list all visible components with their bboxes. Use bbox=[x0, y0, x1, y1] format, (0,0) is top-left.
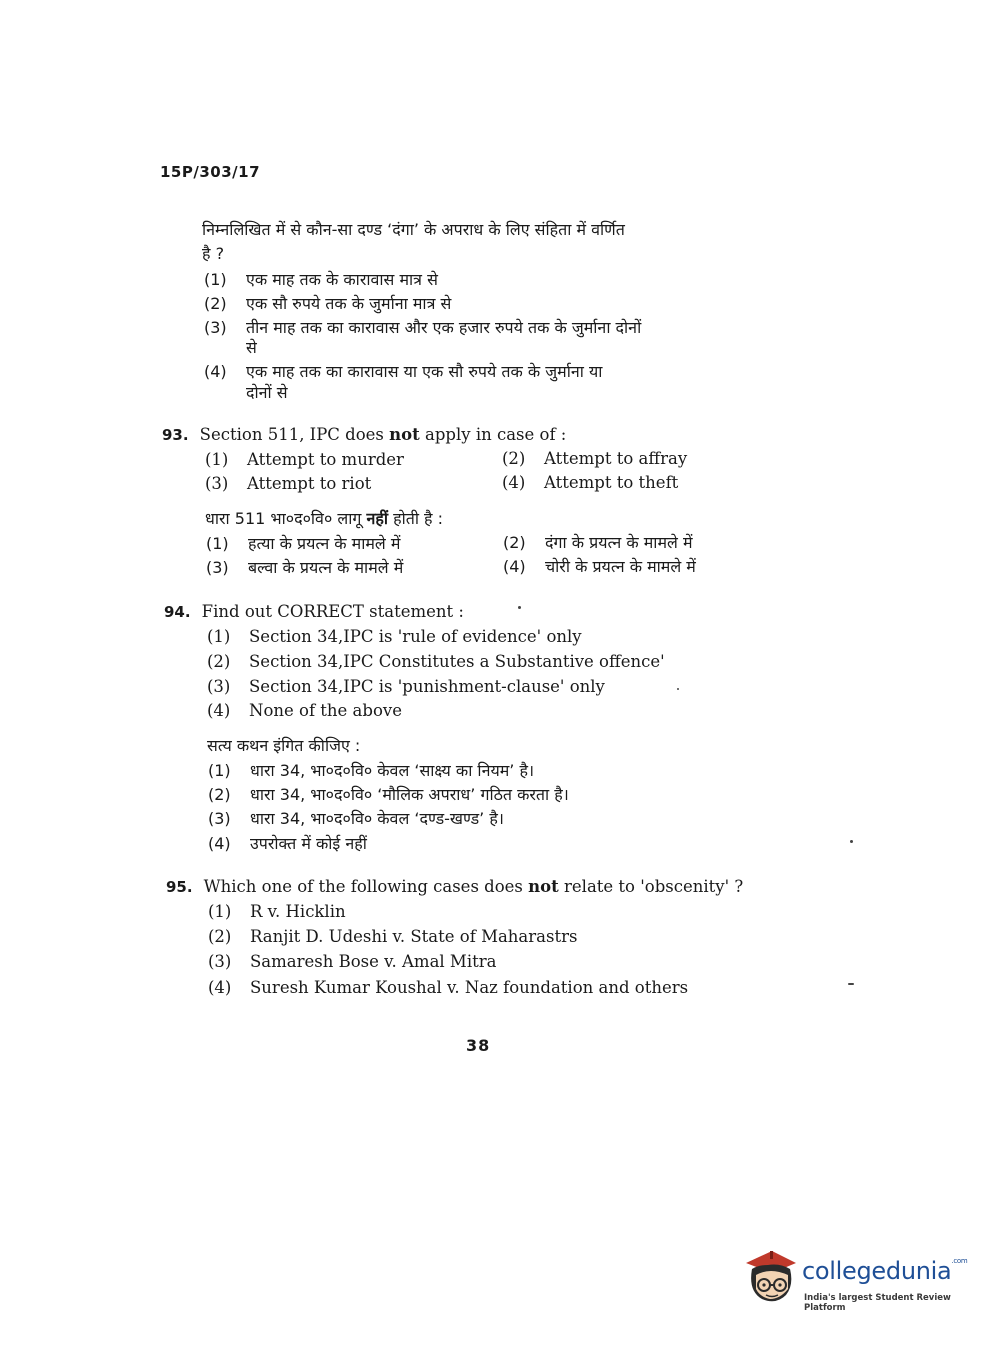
q93-hindi-option-1: (1) हत्या के प्रयत्न के मामले में bbox=[206, 534, 401, 553]
page-number: 38 bbox=[466, 1036, 491, 1055]
scan-speck bbox=[677, 688, 679, 690]
q92-option-2: (2) एक सौ रुपये तक के जुर्माना मात्र से bbox=[204, 294, 452, 313]
q93-question: 93. Section 511, IPC does not apply in case of : bbox=[162, 425, 567, 444]
q92-hindi-question-line2: है ? bbox=[202, 244, 225, 263]
logo-wordmark: collegedunia$^{.com}$ bbox=[802, 1257, 968, 1285]
collegedunia-logo[interactable] bbox=[740, 1245, 975, 1315]
q94-hindi-question: सत्य कथन इंगित कीजिए : bbox=[207, 736, 361, 755]
q94-hindi-option-2: (2) धारा 34, भा०द०वि० ‘मौलिक अपराध’ गठित करता है। bbox=[208, 785, 569, 804]
q94-option-3: (3) Section 34,IPC is 'punishment-clause' only bbox=[207, 677, 605, 696]
mascot-icon bbox=[740, 1245, 802, 1311]
q95-question: 95. Which one of the following cases does not relate to 'obscenity' ? bbox=[166, 877, 744, 896]
q92-option-3-cont: से bbox=[246, 338, 257, 357]
q95-option-3: (3) Samaresh Bose v. Amal Mitra bbox=[208, 952, 497, 971]
q95-option-1: (1) R v. Hicklin bbox=[208, 902, 346, 921]
q93-hindi-option-2: (2) दंगा के प्रयत्न के मामले में bbox=[503, 533, 693, 552]
q93-option-4: (4) Attempt to theft bbox=[502, 473, 679, 492]
q92-option-4-cont: दोनों से bbox=[246, 383, 288, 402]
q94-option-1: (1) Section 34,IPC is 'rule of evidence' only bbox=[207, 627, 582, 646]
q94-hindi-option-3: (3) धारा 34, भा०द०वि० केवल ‘दण्ड-खण्ड’ है। bbox=[208, 809, 504, 828]
paper-code: 15P/303/17 bbox=[160, 163, 261, 181]
q94-hindi-option-4: (4) उपरोक्त में कोई नहीं bbox=[208, 834, 367, 853]
scan-speck bbox=[850, 840, 853, 843]
scan-speck bbox=[518, 606, 521, 609]
q93-option-1: (1) Attempt to murder bbox=[205, 450, 404, 469]
q95-option-4: (4) Suresh Kumar Koushal v. Naz foundation and others bbox=[208, 978, 689, 997]
q94-question: 94. Find out CORRECT statement : bbox=[164, 602, 464, 621]
scan-speck bbox=[848, 983, 854, 985]
q93-option-2: (2) Attempt to affray bbox=[502, 449, 688, 468]
q94-option-2: (2) Section 34,IPC Constitutes a Substantive offence' bbox=[207, 652, 665, 671]
q93-option-3: (3) Attempt to riot bbox=[205, 474, 372, 493]
q93-hindi-option-4: (4) चोरी के प्रयत्न के मामले में bbox=[503, 557, 696, 576]
q93-hindi-question: धारा 511 भा०द०वि० लागू नहीं होती है : bbox=[205, 509, 444, 528]
q93-hindi-option-3: (3) बल्वा के प्रयत्न के मामले में bbox=[206, 558, 404, 577]
q92-option-1: (1) एक माह तक के कारावास मात्र से bbox=[204, 270, 438, 289]
q92-hindi-question-line1: निम्नलिखित में से कौन-सा दण्ड ‘दंगा’ के अपराध के लिए संहिता में वर्णित bbox=[202, 220, 625, 239]
q94-hindi-option-1: (1) धारा 34, भा०द०वि० केवल ‘साक्ष्य का नियम’ है। bbox=[208, 761, 535, 780]
q94-option-4: (4) None of the above bbox=[207, 701, 402, 720]
q92-option-3: (3) तीन माह तक का कारावास और एक हजार रुपये तक के जुर्माना दोनों bbox=[204, 318, 642, 337]
q92-option-4: (4) एक माह तक का कारावास या एक सौ रुपये तक के जुर्माना या bbox=[204, 362, 603, 381]
logo-tagline: India's largest Student Review Platform bbox=[804, 1293, 951, 1313]
q95-option-2: (2) Ranjit D. Udeshi v. State of Maharastrs bbox=[208, 927, 578, 946]
